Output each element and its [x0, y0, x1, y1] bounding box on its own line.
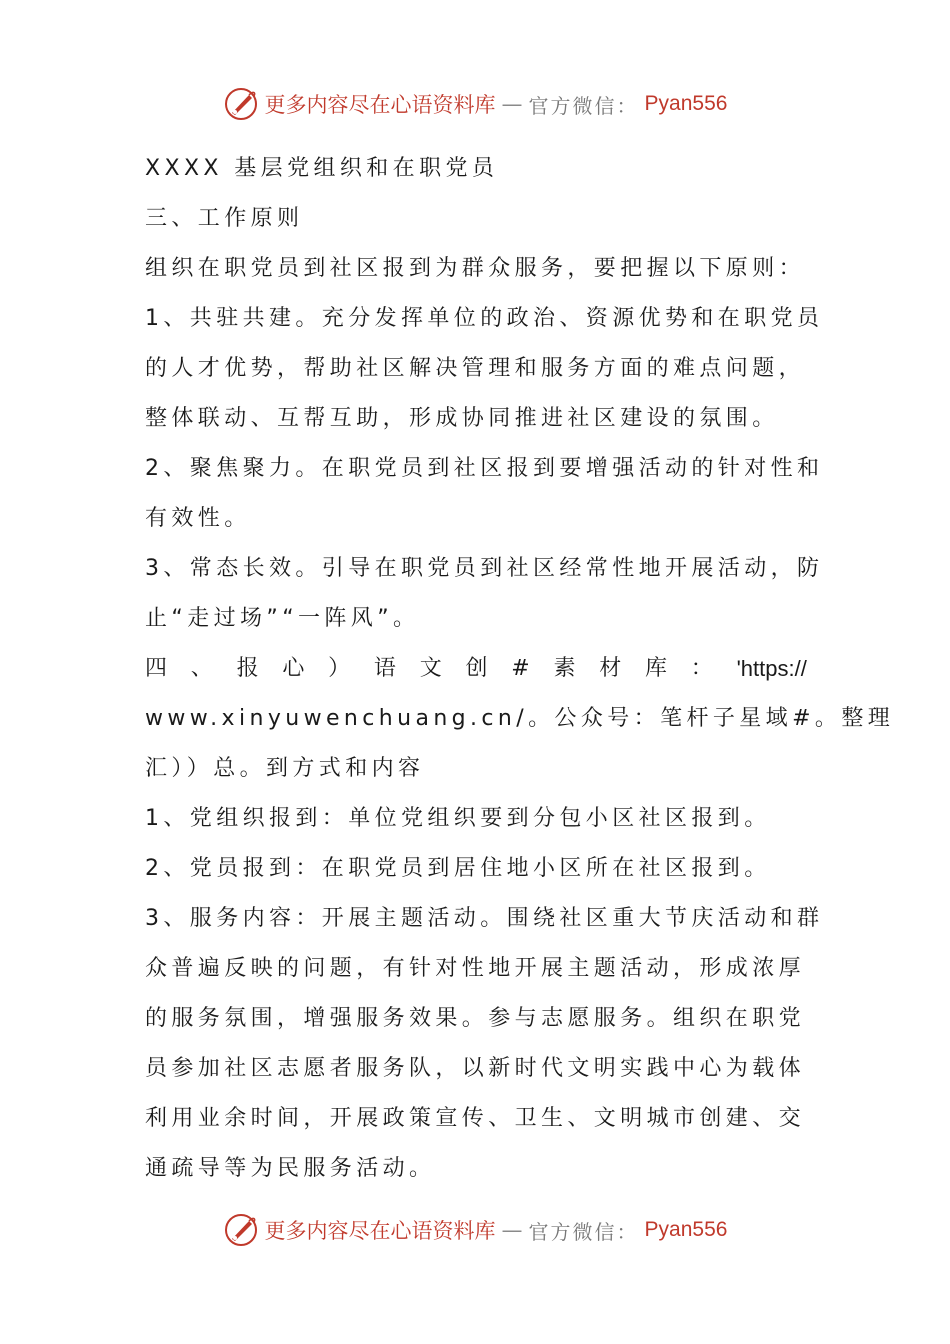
- section-heading-spread: [145, 644, 807, 694]
- text-line: 3、服务内容：开展主题活动。围绕社区重大节庆活动和群: [145, 906, 824, 931]
- text-line: 1、党组织报到：单位党组织要到分包小区社区报到。: [145, 806, 771, 831]
- heading-char: 心: [282, 656, 305, 681]
- heading-char: 创: [465, 656, 488, 681]
- text-line: 止“走过场”“一阵风”。: [145, 606, 420, 631]
- heading-char: 四: [145, 656, 168, 681]
- heading-char: 库: [645, 656, 668, 681]
- heading-char: 材: [599, 656, 622, 681]
- text-line: 利用业余时间，开展政策宣传、卫生、文明城市创建、交: [145, 1106, 806, 1131]
- heading-char: 、: [190, 656, 213, 681]
- banner-text: 更多内容尽在心语资料库: [264, 93, 496, 117]
- text-line: 汇））总。到方式和内容: [145, 756, 425, 781]
- banner-wechat-id: Pyan556: [644, 1218, 728, 1241]
- banner-wechat-id: Pyan556: [644, 92, 728, 115]
- text-line-url: www.xinyuwenchuang.cn/。公众号：笔杆子星域#。整理: [145, 706, 895, 731]
- text-line: 3、常态长效。引导在职党员到社区经常性地开展活动，防: [145, 556, 824, 581]
- heading-char: ）: [328, 656, 351, 681]
- text-line: 1、共驻共建。充分发挥单位的政治、资源优势和在职党员: [145, 306, 824, 331]
- text-line: XXXX 基层党组织和在职党员: [145, 156, 499, 181]
- text-line: 2、聚焦聚力。在职党员到社区报到要增强活动的针对性和: [145, 456, 824, 481]
- text-line: 众普遍反映的问题，有针对性地开展主题活动，形成浓厚: [145, 956, 806, 981]
- text-line: 的服务氛围，增强服务效果。参与志愿服务。组织在职党: [145, 1006, 806, 1031]
- banner-text: 更多内容尽在心语资料库: [264, 1219, 496, 1243]
- heading-char: ：: [690, 656, 713, 681]
- footer-banner: [0, 1210, 950, 1250]
- text-line: 整体联动、互帮互助，形成协同推进社区建设的氛围。: [145, 406, 779, 431]
- banner-dash: —: [501, 92, 523, 116]
- banner-wechat-label: 官方微信：: [528, 1219, 639, 1244]
- text-line: 员参加社区志愿者服务队，以新时代文明实践中心为载体: [145, 1056, 806, 1081]
- quill-logo-icon: [223, 86, 259, 122]
- section-heading: 三、工作原则: [145, 206, 304, 231]
- text-line: 的人才优势，帮助社区解决管理和服务方面的难点问题，: [145, 356, 806, 381]
- text-line: 有效性。: [145, 506, 251, 531]
- heading-char: #: [511, 656, 530, 681]
- heading-char: 语: [373, 656, 396, 681]
- text-line: 组织在职党员到社区报到为群众服务，要把握以下原则：: [145, 256, 806, 281]
- quill-logo-icon: [223, 1212, 259, 1248]
- text-line: 通疏导等为民服务活动。: [145, 1156, 436, 1181]
- heading-char: 报: [236, 656, 259, 681]
- document-body: [145, 144, 895, 1194]
- heading-char: 文: [419, 656, 442, 681]
- banner-dash: —: [501, 1218, 523, 1242]
- heading-url-fragment: 'https://: [736, 656, 807, 681]
- banner-wechat-label: 官方微信：: [528, 93, 639, 118]
- header-banner: [0, 84, 950, 124]
- text-line: 2、党员报到：在职党员到居住地小区所在社区报到。: [145, 856, 771, 881]
- heading-char: 素: [553, 656, 576, 681]
